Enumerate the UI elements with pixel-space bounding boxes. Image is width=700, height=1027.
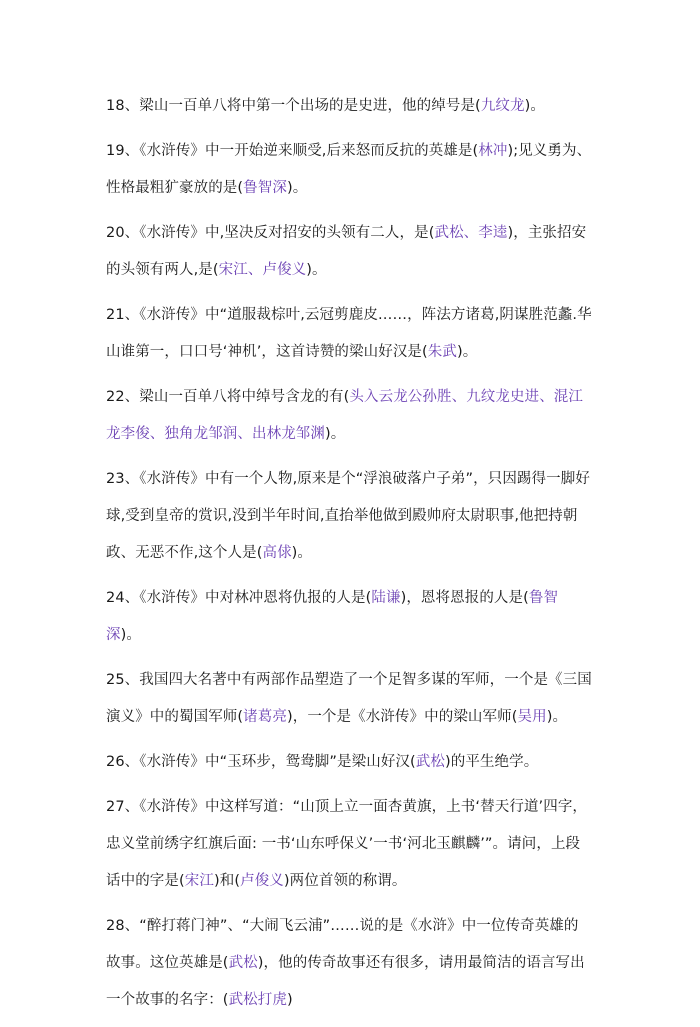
answer-text: 武松 xyxy=(415,754,445,770)
question-text: )，他的传奇故事还有很多，请用最简洁的语言写出一个故事的名字：( xyxy=(106,955,585,1008)
question-q23 xyxy=(106,461,592,572)
question-text: 27、《水浒传》中这样写道：“山顶上立一面杏黄旗，上书‘替天行道’四字，忠义堂前绣字红旗后面: 一书‘山东呼保义’一书‘河北玉麒麟’”。请问，上段话中的字是( xyxy=(106,799,588,889)
question-text: 25、我国四大名著中有两部作品塑造了一个足智多谋的军师，一个是《三国演义》中的蜀国军师( xyxy=(106,672,592,725)
answer-text: 诸葛亮 xyxy=(243,709,287,725)
question-q28 xyxy=(106,908,592,1019)
answer-text: 林冲 xyxy=(478,143,508,159)
question-text: )。 xyxy=(325,426,346,442)
answer-text: 武松打虎 xyxy=(228,992,287,1008)
question-q21 xyxy=(106,297,592,371)
question-text: ) xyxy=(286,992,293,1008)
answer-text: 武松、李逵 xyxy=(434,225,508,241)
question-q26 xyxy=(106,744,592,781)
answer-text: 宋江、卢俊义 xyxy=(218,262,307,278)
answer-text: 高俅 xyxy=(262,545,292,561)
question-list xyxy=(106,88,592,1027)
question-text: )，一个是《水浒传》中的梁山军师( xyxy=(286,709,518,725)
question-text: 22、梁山一百单八将中绰号含龙的有( xyxy=(106,389,350,405)
question-text: )。 xyxy=(546,709,568,725)
question-text: )的平生绝学。 xyxy=(444,754,539,770)
question-q25 xyxy=(106,662,592,736)
question-q22 xyxy=(106,379,592,453)
question-q27 xyxy=(106,789,592,900)
question-text: 19、《水浒传》中一开始逆来顺受,后来怒而反抗的英雄是( xyxy=(106,143,479,159)
question-q20 xyxy=(106,215,592,289)
answer-text: 鲁智深 xyxy=(243,180,287,196)
question-text: 24、《水浒传》中对林冲恩将仇报的人是( xyxy=(106,590,372,606)
question-text: )。 xyxy=(456,344,478,360)
answer-text: 宋江 xyxy=(184,873,214,889)
answer-text: 头入云龙公孙胜、九纹龙史进、混江龙李俊、独角龙邹润、出林龙邹渊 xyxy=(106,389,584,442)
question-q19 xyxy=(106,133,592,207)
question-text: 18、梁山一百单八将中第一个出场的是史进，他的绰号是( xyxy=(106,98,481,114)
question-text: )，恩将恩报的人是( xyxy=(400,590,529,606)
answer-text: 武松 xyxy=(228,955,258,971)
answer-text: 九纹龙 xyxy=(480,98,525,114)
question-text: 26、《水浒传》中“玉环步，鸳鸯脚”是梁山好汉( xyxy=(106,754,416,770)
answer-text: 鲁智深 xyxy=(106,590,559,643)
answer-text: 陆谦 xyxy=(371,590,401,606)
question-q18 xyxy=(106,88,592,125)
question-text: )。 xyxy=(120,627,141,643)
question-text: )和( xyxy=(213,873,241,889)
question-text: );见义勇为、性格最粗犷豪放的是( xyxy=(106,143,592,196)
question-text: )。 xyxy=(306,262,327,278)
question-text: 23、《水浒传》中有一个人物,原来是个“浮浪破落户子弟”，只因踢得一脚好球,受到皇帝的赏识,没到半年时间,直抬举他做到殿帅府太尉职事,他把持朝政、无恶不作,这个人是( xyxy=(106,471,590,561)
answer-text: 吴用 xyxy=(517,709,547,725)
question-text: 28、“醉打蒋门神”、“大闹飞云浦”……说的是《水浒》中一位传奇英雄的故事。这位英雄是( xyxy=(106,918,579,971)
question-text: 20、《水浒传》中,坚决反对招安的头领有二人，是( xyxy=(106,225,435,241)
question-q24 xyxy=(106,580,592,654)
question-text: )。 xyxy=(286,180,308,196)
answer-text: 卢俊义 xyxy=(240,873,284,889)
question-text: )，主张招安的头领有两人,是( xyxy=(106,225,587,278)
question-text: 21、《水浒传》中“道服裁棕叶,云冠剪鹿皮……，阵法方诸葛,阴谋胜范蠡.华山谁第一，口口号‘神机’，这首诗赞的梁山好汉是( xyxy=(106,307,592,360)
question-text: )两位首领的称谓。 xyxy=(283,873,407,889)
question-text: )。 xyxy=(291,545,313,561)
answer-text: 朱武 xyxy=(427,344,457,360)
question-text: )。 xyxy=(524,98,545,114)
